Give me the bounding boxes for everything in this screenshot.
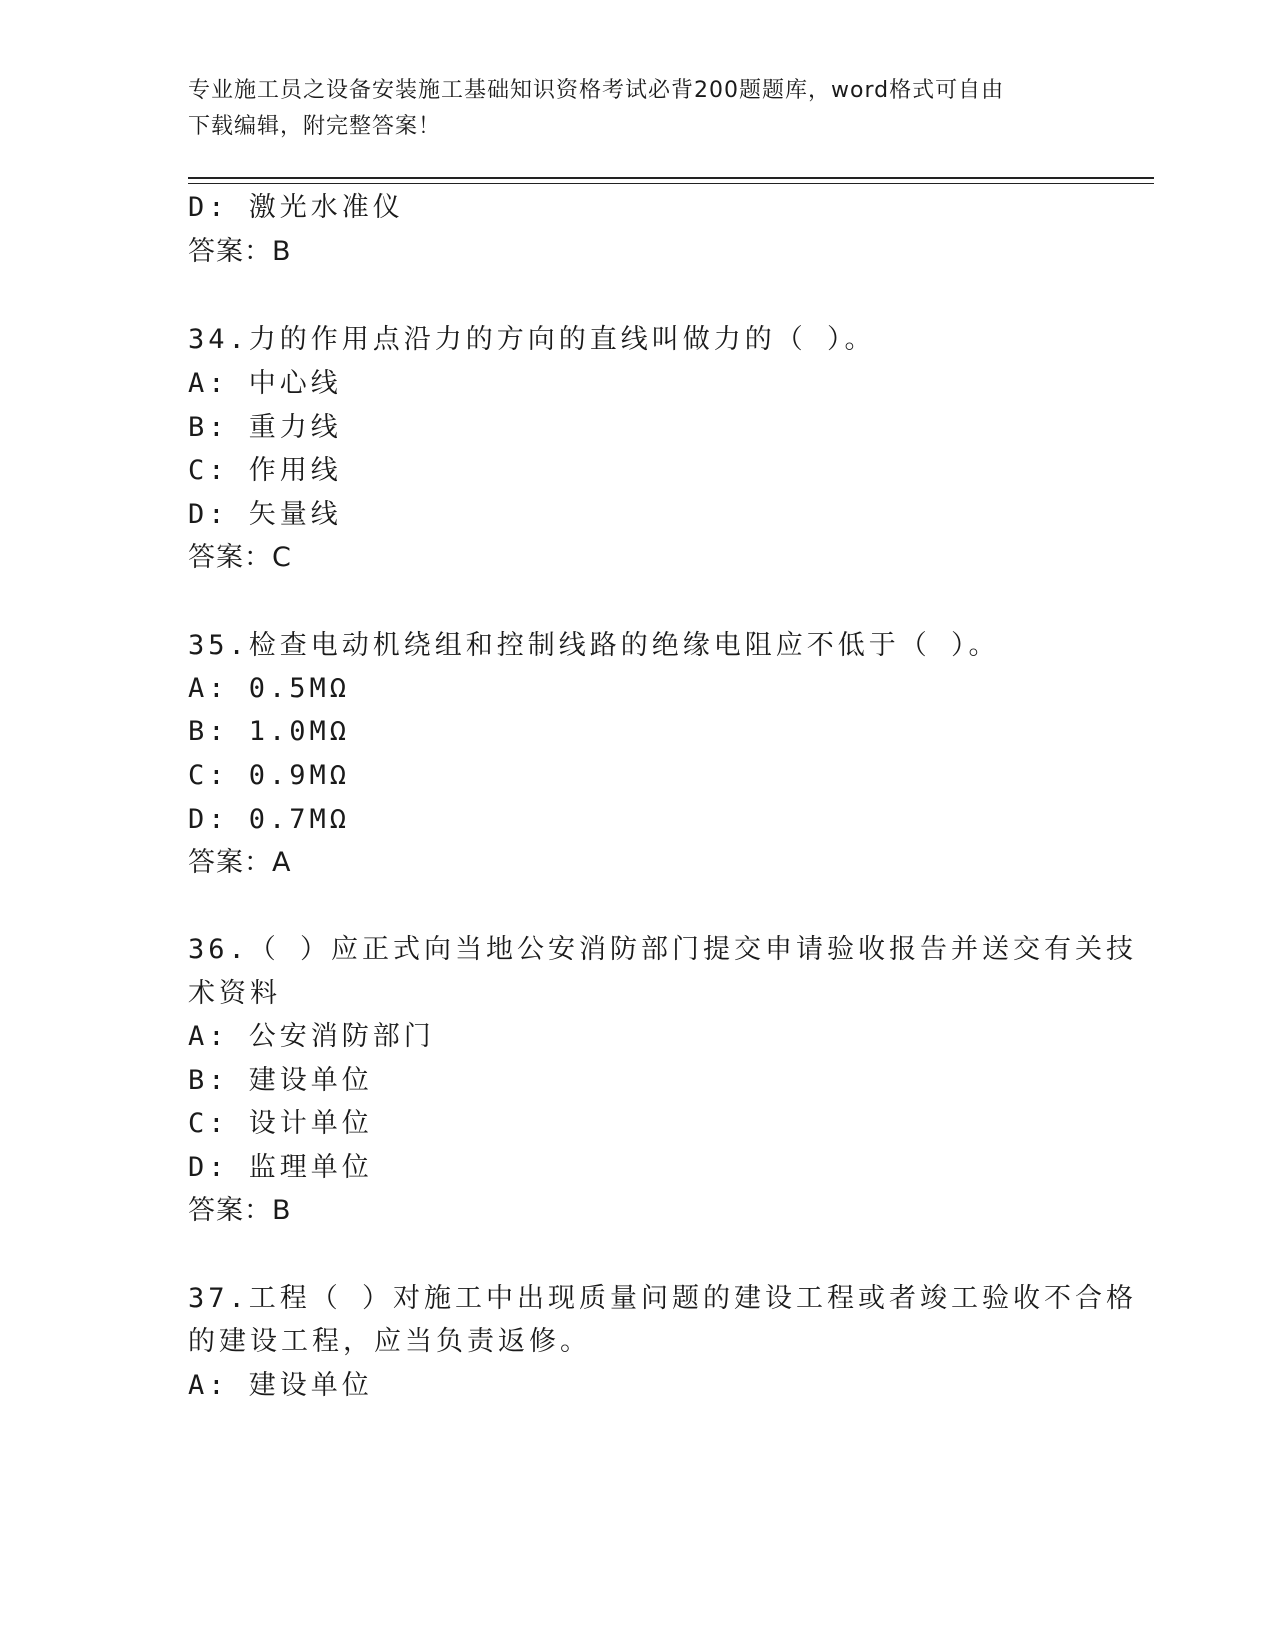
q36-option-d: D: 监理单位 xyxy=(188,1152,373,1183)
q37-option-a: A: 建设单位 xyxy=(188,1370,373,1401)
q35-option-c: C: 0.9MΩ xyxy=(188,760,351,791)
q36-stem-line-2: 术资料 xyxy=(188,978,281,1009)
q35-stem: 35.检查电动机绕组和控制线路的绝缘电阻应不低于（ ）。 xyxy=(188,630,1000,661)
q35-option-b: B: 1.0MΩ xyxy=(188,716,351,747)
header-line-1: 专业施工员之设备安装施工基础知识资格考试必背200题题库，word格式可自由 xyxy=(188,78,1005,103)
q34-option-a: A: 中心线 xyxy=(188,368,342,399)
q35-answer: 答案：A xyxy=(188,847,292,878)
q34-stem: 34.力的作用点沿力的方向的直线叫做力的（ ）。 xyxy=(188,324,876,355)
header-line-2: 下载编辑，附完整答案！ xyxy=(188,114,442,139)
q33-option-d: D: 激光水准仪 xyxy=(188,192,404,223)
q34-option-d: D: 矢量线 xyxy=(188,499,342,530)
header-rule-thin xyxy=(188,183,1154,184)
q35-option-a: A: 0.5MΩ xyxy=(188,673,351,704)
document-header xyxy=(188,73,1068,145)
q35-option-d: D: 0.7MΩ xyxy=(188,804,351,835)
q36-answer: 答案：B xyxy=(188,1195,292,1226)
q36-option-b: B: 建设单位 xyxy=(188,1065,373,1096)
q36-stem-line-1: 36.（ ）应正式向当地公安消防部门提交申请验收报告并送交有关技 xyxy=(188,934,1138,965)
q37-stem-line-2: 的建设工程，应当负责返修。 xyxy=(188,1326,591,1357)
q34-answer: 答案：C xyxy=(188,542,292,573)
q37-stem-line-1: 37.工程（ ）对施工中出现质量问题的建设工程或者竣工验收不合格 xyxy=(188,1283,1138,1314)
q34-option-c: C: 作用线 xyxy=(188,455,342,486)
q36-option-c: C: 设计单位 xyxy=(188,1108,373,1139)
q36-option-a: A: 公安消防部门 xyxy=(188,1021,435,1052)
q33-answer: 答案：B xyxy=(188,236,292,267)
header-rule-thick xyxy=(188,177,1154,179)
q34-option-b: B: 重力线 xyxy=(188,412,342,443)
